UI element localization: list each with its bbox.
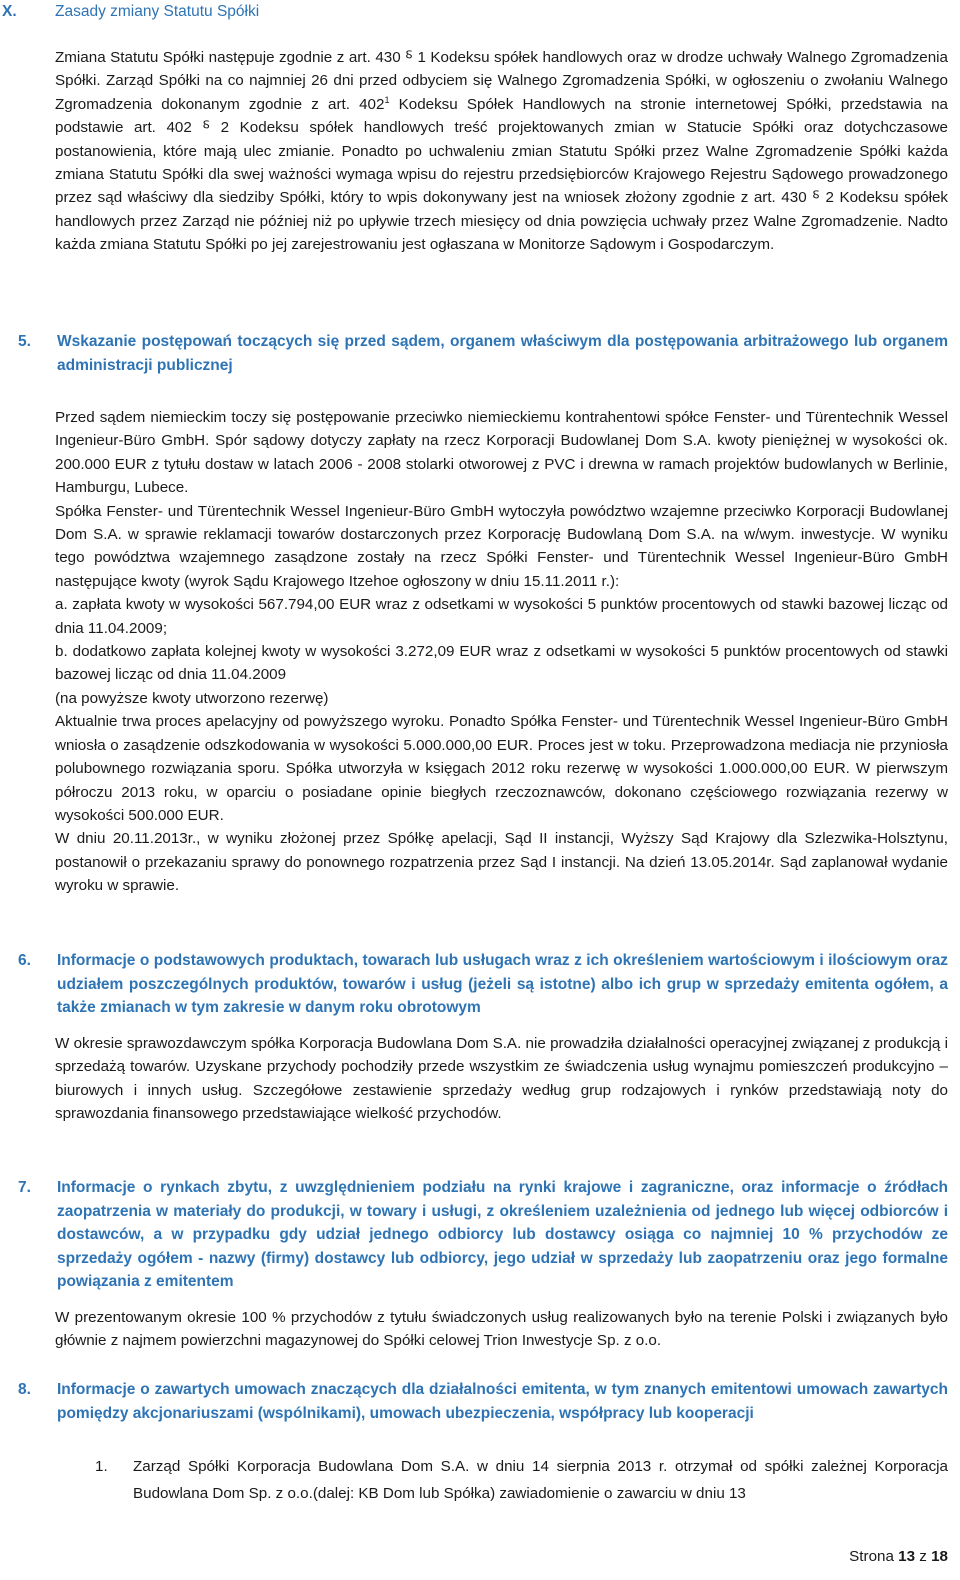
section-title: Informacje o zawartych umowach znaczących dla działalności emitenta, w tym znanych emitentowi umowach zawartych pomiędzy akcjonariuszami (wspólnikami), umowach ubezpieczenia, współpracy lub kooperacji — [57, 1381, 948, 1422]
paragraph: Aktualnie trwa proces apelacyjny od powyższego wyroku. Ponadto Spółka Fenster- und Türentechnik Wessel Ingenieur-Büro GmbH wniosła o zasądzenie odszkodowania w wysokości 5.000.000,00 EUR. Proces jest w toku. Przeprowadzona mediacja nie przyniosła polubownego rozwiązania sporu. Spółka utworzyła w księgach 2012 roku rezerwę w wysokości 1.000.000,00 EUR. W pierwszym półroczu 2013 roku, w oparciu o posiadane opinie biegłych rzeczoznawców, dokonano częściowego rozwiązania rezerwy w wysokości 500.000 EUR. — [55, 713, 948, 824]
section-title: Informacje o podstawowych produktach, towarach lub usługach wraz z ich określeniem wartościowym i ilościowym oraz udziałem poszczególnych produktów, towarów i usług (jeżeli są istotne) albo ich grup w sprzedaży emitenta ogółem, a także zmianach w tym zakresie w danym roku obrotowym — [57, 952, 948, 1016]
page-total: 18 — [931, 1548, 948, 1565]
paragraph: Przed sądem niemieckim toczy się postępowanie przeciwko niemieckiemu kontrahentowi spółce Fenster- und Türentechnik Wessel Ingenieur-Büro GmbH. Spór sądowy dotyczy zapłaty na rzecz Korporacji Budowlanej Dom S.A. kwoty pieniężnej w wysokości ok. 200.000 EUR z tytułu dostaw w latach 2006 - 2008 stolarki otworowej z PVC i drewna w ramach projektów budowlanych w Berlinie, Hamburgu, Lubece. — [55, 409, 948, 497]
list-item-text: Zarząd Spółki Korporacja Budowlana Dom S.A. w dniu 14 sierpnia 2013 r. otrzymał od spółki zależnej Korporacja Budowlana Dom Sp. z o.o.(dalej: KB Dom lub Spółka) zawiadomienie o zawarciu w dniu 13 — [133, 1458, 948, 1502]
superscript: 1 — [384, 94, 390, 105]
section-title: Zasady zmiany Statutu Spółki — [55, 3, 260, 20]
paragraph: (na powyższe kwoty utworzono rezerwę) — [55, 689, 329, 707]
section-title: Informacje o rynkach zbytu, z uwzględnieniem podziału na rynki krajowe i zagraniczne, oraz informacje o źródłach zaopatrzenia w materiały do produkcji, w towary i usługi, z określeniem uzależnienia od jednego lub więcej odbiorców i dostawców, a w przypadku gdy udział jednego odbiorcy lub dostawcy osiąga co najmniej 10 % przychodów ze sprzedaży ogółem - nazwy (firmy) dostawcy lub odbiorcy, jego udział w sprzedaży lub zaopatrzeniu oraz jego formalne powiązania z emitentem — [57, 1179, 948, 1290]
paragraph — [55, 46, 948, 257]
section-number: 7. — [18, 1179, 31, 1196]
page-number: 13 — [898, 1548, 916, 1565]
section-number: 6. — [18, 952, 31, 969]
footer-middle: z — [915, 1548, 932, 1565]
section-number: X. — [2, 3, 17, 20]
section-number: 8. — [18, 1381, 31, 1398]
paragraph: W dniu 20.11.2013r., w wyniku złożonej przez Spółkę apelacji, Sąd II instancji, Wyższy Sąd Krajowy dla Szlezwika-Holsztynu, postanowił o przekazaniu sprawy do ponownego rozpatrzenia przez Sąd I instancji. Na dzień 13.05.2014r. Sąd zaplanował wydanie wyroku w sprawie. — [55, 830, 948, 895]
section-title: Wskazanie postępowań toczących się przed sądem, organem właściwym dla postępowania arbitrażowego lub organem administracji publicznej — [57, 333, 948, 374]
paragraph: b. dodatkowo zapłata kolejnej kwoty w wysokości 3.272,09 EUR wraz z odsetkami w wysokości 5 punktów procentowych od stawki bazowej licząc od dnia 11.04.2009 — [55, 643, 948, 684]
page-footer — [849, 1548, 948, 1565]
list-item-number: 1. — [95, 1458, 108, 1475]
paragraph: Spółka Fenster- und Türentechnik Wessel Ingenieur-Büro GmbH wytoczyła powództwo wzajemne przeciwko Korporacji Budowlanej Dom S.A. w sprawie reklamacji towarów dostarczonych przez Korporację Budowlaną Dom S.A. na w/wym. inwestycje. W wyniku tego powództwa wzajemnego zasądzone zostały na rzecz Spółki Fenster- und Türentechnik Wessel Ingenieur-Büro GmbH następujące kwoty (wyrok Sądu Krajowego Itzehoe ogłoszony w dniu 15.11.2011 r.): — [55, 502, 948, 590]
text-run: Kodeksu Spółek Handlowych na stronie internetowej Spółki, przedstawia na podstawie art. 402 ⸹ 2 Kodeksu spółek handlowych treść projektowanych zmian w Statucie Spółki oraz dotychczasowe postanowienia, które mają ulec zmianie. Ponadto po uchwaleniu zmian Statutu Spółki przez Walne Zgromadzenie Spółki każda zmiana Statutu Spółki dla swej ważności wymaga wpisu do rejestru przedsiębiorców Krajowego Rejestru Sądowego prowadzonego przez sąd właściwy dla siedziby Spółki, który to wpis dokonywany jest na wniosek złożony zgodnie z art. 430 ⸹ 2 Kodeksu spółek handlowych przez Zarząd nie później niż po upływie trzech miesięcy od dnia powzięcia uchwały przez Walne Zgromadzenie. Nadto każda zmiana Statutu Spółki po jej zarejestrowaniu jest ogłaszana w Monitorze Sądowym i Gospodarczym. — [55, 95, 949, 254]
paragraph: W okresie sprawozdawczym spółka Korporacja Budowlana Dom S.A. nie prowadziła działalności operacyjnej związanej z produkcją i sprzedażą towarów. Uzyskane przychody pochodziły przede wszystkim ze świadczenia usług wynajmu pomieszczeń produkcyjno – biurowych i innych usług. Szczegółowe zestawienie sprzedaży według grup rodzajowych i rynków przedstawiają noty do sprawozdania finansowego przedstawiające wielkość przychodów. — [55, 1035, 948, 1123]
section-number: 5. — [18, 333, 31, 350]
section-x-body — [55, 46, 948, 257]
section-7-body — [55, 1306, 948, 1353]
section-6-body — [55, 1032, 948, 1126]
text-run: Zmiana Statutu Spółki następuje zgodnie z art. 430 ⸹ 1 Kodeksu spółek handlowych oraz w drodze uchwały Walnego Zgromadzenia Spółki. Zarząd Spółki na co najmniej 26 dni przed odbyciem się Walnego Zgromadzenia Spółki, w ogłoszeniu o zwołaniu Walnego Zgromadzenia dokonanym zgodnie z art. 402 — [55, 49, 948, 113]
paragraph: a. zapłata kwoty w wysokości 567.794,00 EUR wraz z odsetkami w wysokości 5 punktów procentowych od stawki bazowej licząc od dnia 11.04.2009; — [55, 596, 948, 637]
footer-prefix: Strona — [849, 1548, 899, 1565]
paragraph: W prezentowanym okresie 100 % przychodów z tytułu świadczonych usług realizowanych było na terenie Polski i związanych było głównie z najmem powierzchni magazynowej do Spółki celowej Trion Inwestycje Sp. z o.o. — [55, 1309, 948, 1350]
section-5-body — [55, 406, 948, 898]
